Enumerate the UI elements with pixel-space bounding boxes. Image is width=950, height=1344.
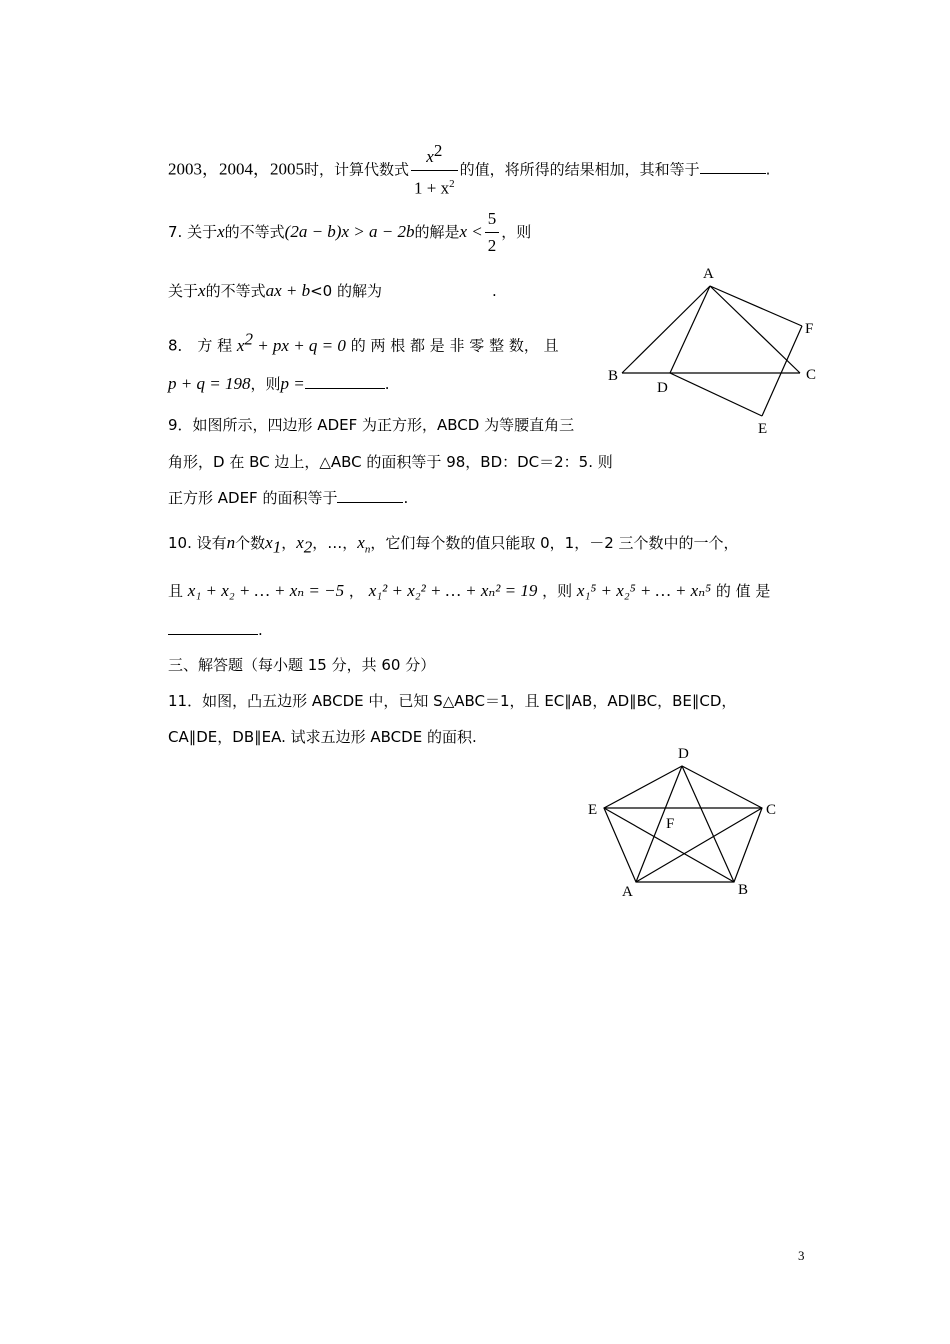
fig2-label-d: D <box>678 746 689 762</box>
q7-l2-inequality: ax + b <box>265 281 311 300</box>
q7-l2-var-x: x <box>198 281 206 300</box>
q10-text-3: ，它们每个数的值只能取 0，1，－2 三个数中的一个， <box>370 534 739 552</box>
q8-text-2: 的 两 根 都 是 非 零 整 数， 且 <box>350 336 559 355</box>
q10-line-2 <box>168 580 770 602</box>
q10-l2-text-1: 且 <box>168 582 184 600</box>
q10-answer-blank[interactable] <box>168 618 258 635</box>
fig1-label-a: A <box>703 266 714 282</box>
q7-l2-text-1: 关于 <box>168 282 199 300</box>
q7-solution-lhs: x < <box>459 222 483 241</box>
q8-line-2 <box>168 372 389 395</box>
q8-text-1: 方 程 <box>197 336 233 355</box>
q6-fraction: $\frac{x^2}{1 + x^2}$ <box>411 140 458 200</box>
section-3-heading: 三、解答题（每小题 15 分，共 60 分） <box>168 656 436 674</box>
fig1-edge-af <box>710 286 802 326</box>
q6-end: . <box>765 160 771 179</box>
q10-number: 10. <box>168 534 192 552</box>
q11-line-2: CA∥DE，DB∥EA. 试求五边形 ABCDE 的面积. <box>168 728 477 746</box>
fig2-label-e: E <box>588 802 598 818</box>
fig1-label-b: B <box>608 368 619 384</box>
fig1-label-d: D <box>657 380 668 396</box>
q10-x1: $x_1$ <box>265 533 282 557</box>
q9-l3-text: 正方形 ADEF 的面积等于 <box>168 489 338 507</box>
fig1-edge-de <box>670 373 762 416</box>
q8-equation: $x^2$ + px + q = 0 <box>236 329 346 355</box>
page-number: 3 <box>798 1248 805 1263</box>
fig2-pentagon <box>604 766 762 882</box>
q6-years: 2003，2004，2005 <box>168 159 304 179</box>
q10-line-1 <box>168 532 739 560</box>
q6-text-2: 的值，将所得的结果相加，其和等于 <box>459 160 700 179</box>
fig2-label-c: C <box>766 802 777 818</box>
q10-sum-fifth-powers: x₁⁵ + x₂⁵ + … + xₙ⁵ <box>576 581 712 600</box>
q6-answer-blank[interactable] <box>700 157 766 174</box>
q10-sep-1: ， <box>281 534 297 552</box>
q8-end: . <box>384 375 390 393</box>
q7-number: 7. <box>168 223 183 241</box>
q11-line-1: 11．如图，凸五边形 ABCDE 中，已知 S△ABC＝1，且 EC∥AB，AD∥BC，BE∥CD， <box>168 692 737 710</box>
q10-line-3 <box>168 618 263 641</box>
fig2-label-b: B <box>738 882 749 898</box>
q10-sum-first-power: x₁ + x₂ + … + xₙ = −5 <box>187 581 345 600</box>
q7-text-1: 关于 <box>187 223 218 241</box>
q9-answer-blank[interactable] <box>337 486 403 503</box>
q10-text-1: 设有 <box>196 534 227 552</box>
q7-solution-fraction: $\frac{5}{2}$ <box>485 208 500 257</box>
q9-line-3 <box>168 486 408 509</box>
fig2-diag-db <box>682 766 734 882</box>
figure-pentagon <box>580 738 790 902</box>
q8-l2-text-1: ，则 <box>250 375 281 393</box>
q7-text-3: 的解是 <box>414 223 460 241</box>
q8-line-1 <box>168 328 559 357</box>
q10-var-n: n <box>226 533 236 552</box>
fig1-label-c: C <box>806 367 817 383</box>
fig1-label-f: F <box>805 321 814 337</box>
fig1-edge-ad <box>670 286 710 373</box>
fig2-diag-ca <box>636 808 762 882</box>
q7-l2-end: . <box>492 282 497 300</box>
fig2-label-a: A <box>622 884 633 900</box>
q6-line <box>168 140 770 200</box>
figure-square-triangle <box>600 258 830 438</box>
q8-p-equals: p = <box>280 374 305 393</box>
q10-end: . <box>258 621 263 639</box>
q7-l2-text-2: 的不等式 <box>205 282 266 300</box>
fig1-edge-fe <box>762 326 802 416</box>
q7-var-x: x <box>217 222 225 241</box>
fig2-diag-da <box>636 766 682 882</box>
q7-line-1 <box>168 208 531 257</box>
q7-text-4: ，则 <box>501 223 532 241</box>
q10-sep-2: ，…， <box>312 534 358 552</box>
q8-answer-blank[interactable] <box>305 372 385 389</box>
q9-end: . <box>403 489 409 507</box>
q10-x2: $x_2$ <box>296 533 313 557</box>
q7-line-2 <box>168 280 497 302</box>
q8-number: 8． <box>168 336 193 355</box>
q9-line-1: 9．如图所示，四边形 ADEF 为正方形，ABCD 为等腰直角三 <box>168 416 575 434</box>
q7-l2-text-3: <0 的解为 <box>310 282 382 300</box>
q10-text-2: 个数 <box>235 534 266 552</box>
fig1-edge-ab <box>622 286 710 373</box>
q10-l2-text-2: ，则 <box>542 582 573 600</box>
q10-sum-squares: x₁² + x₂² + … + xₙ² = 19 <box>368 581 538 600</box>
q10-l2-sep: ， <box>348 582 364 600</box>
q9-line-2: 角形，D 在 BC 边上，△ABC 的面积等于 98，BD：DC＝2：5. 则 <box>168 453 613 471</box>
q7-inequality: (2a − b)x > a − 2b <box>284 222 415 241</box>
q6-text-1: 时，计算代数式 <box>304 160 410 179</box>
q8-sum-equation: p + q = 198 <box>168 374 251 393</box>
q7-text-2: 的不等式 <box>224 223 285 241</box>
fig1-label-e: E <box>758 421 768 437</box>
q10-xn: $x_n$ <box>357 533 371 556</box>
fig2-label-f: F <box>666 816 675 832</box>
q10-l2-text-3: 的 值 是 <box>715 582 771 600</box>
